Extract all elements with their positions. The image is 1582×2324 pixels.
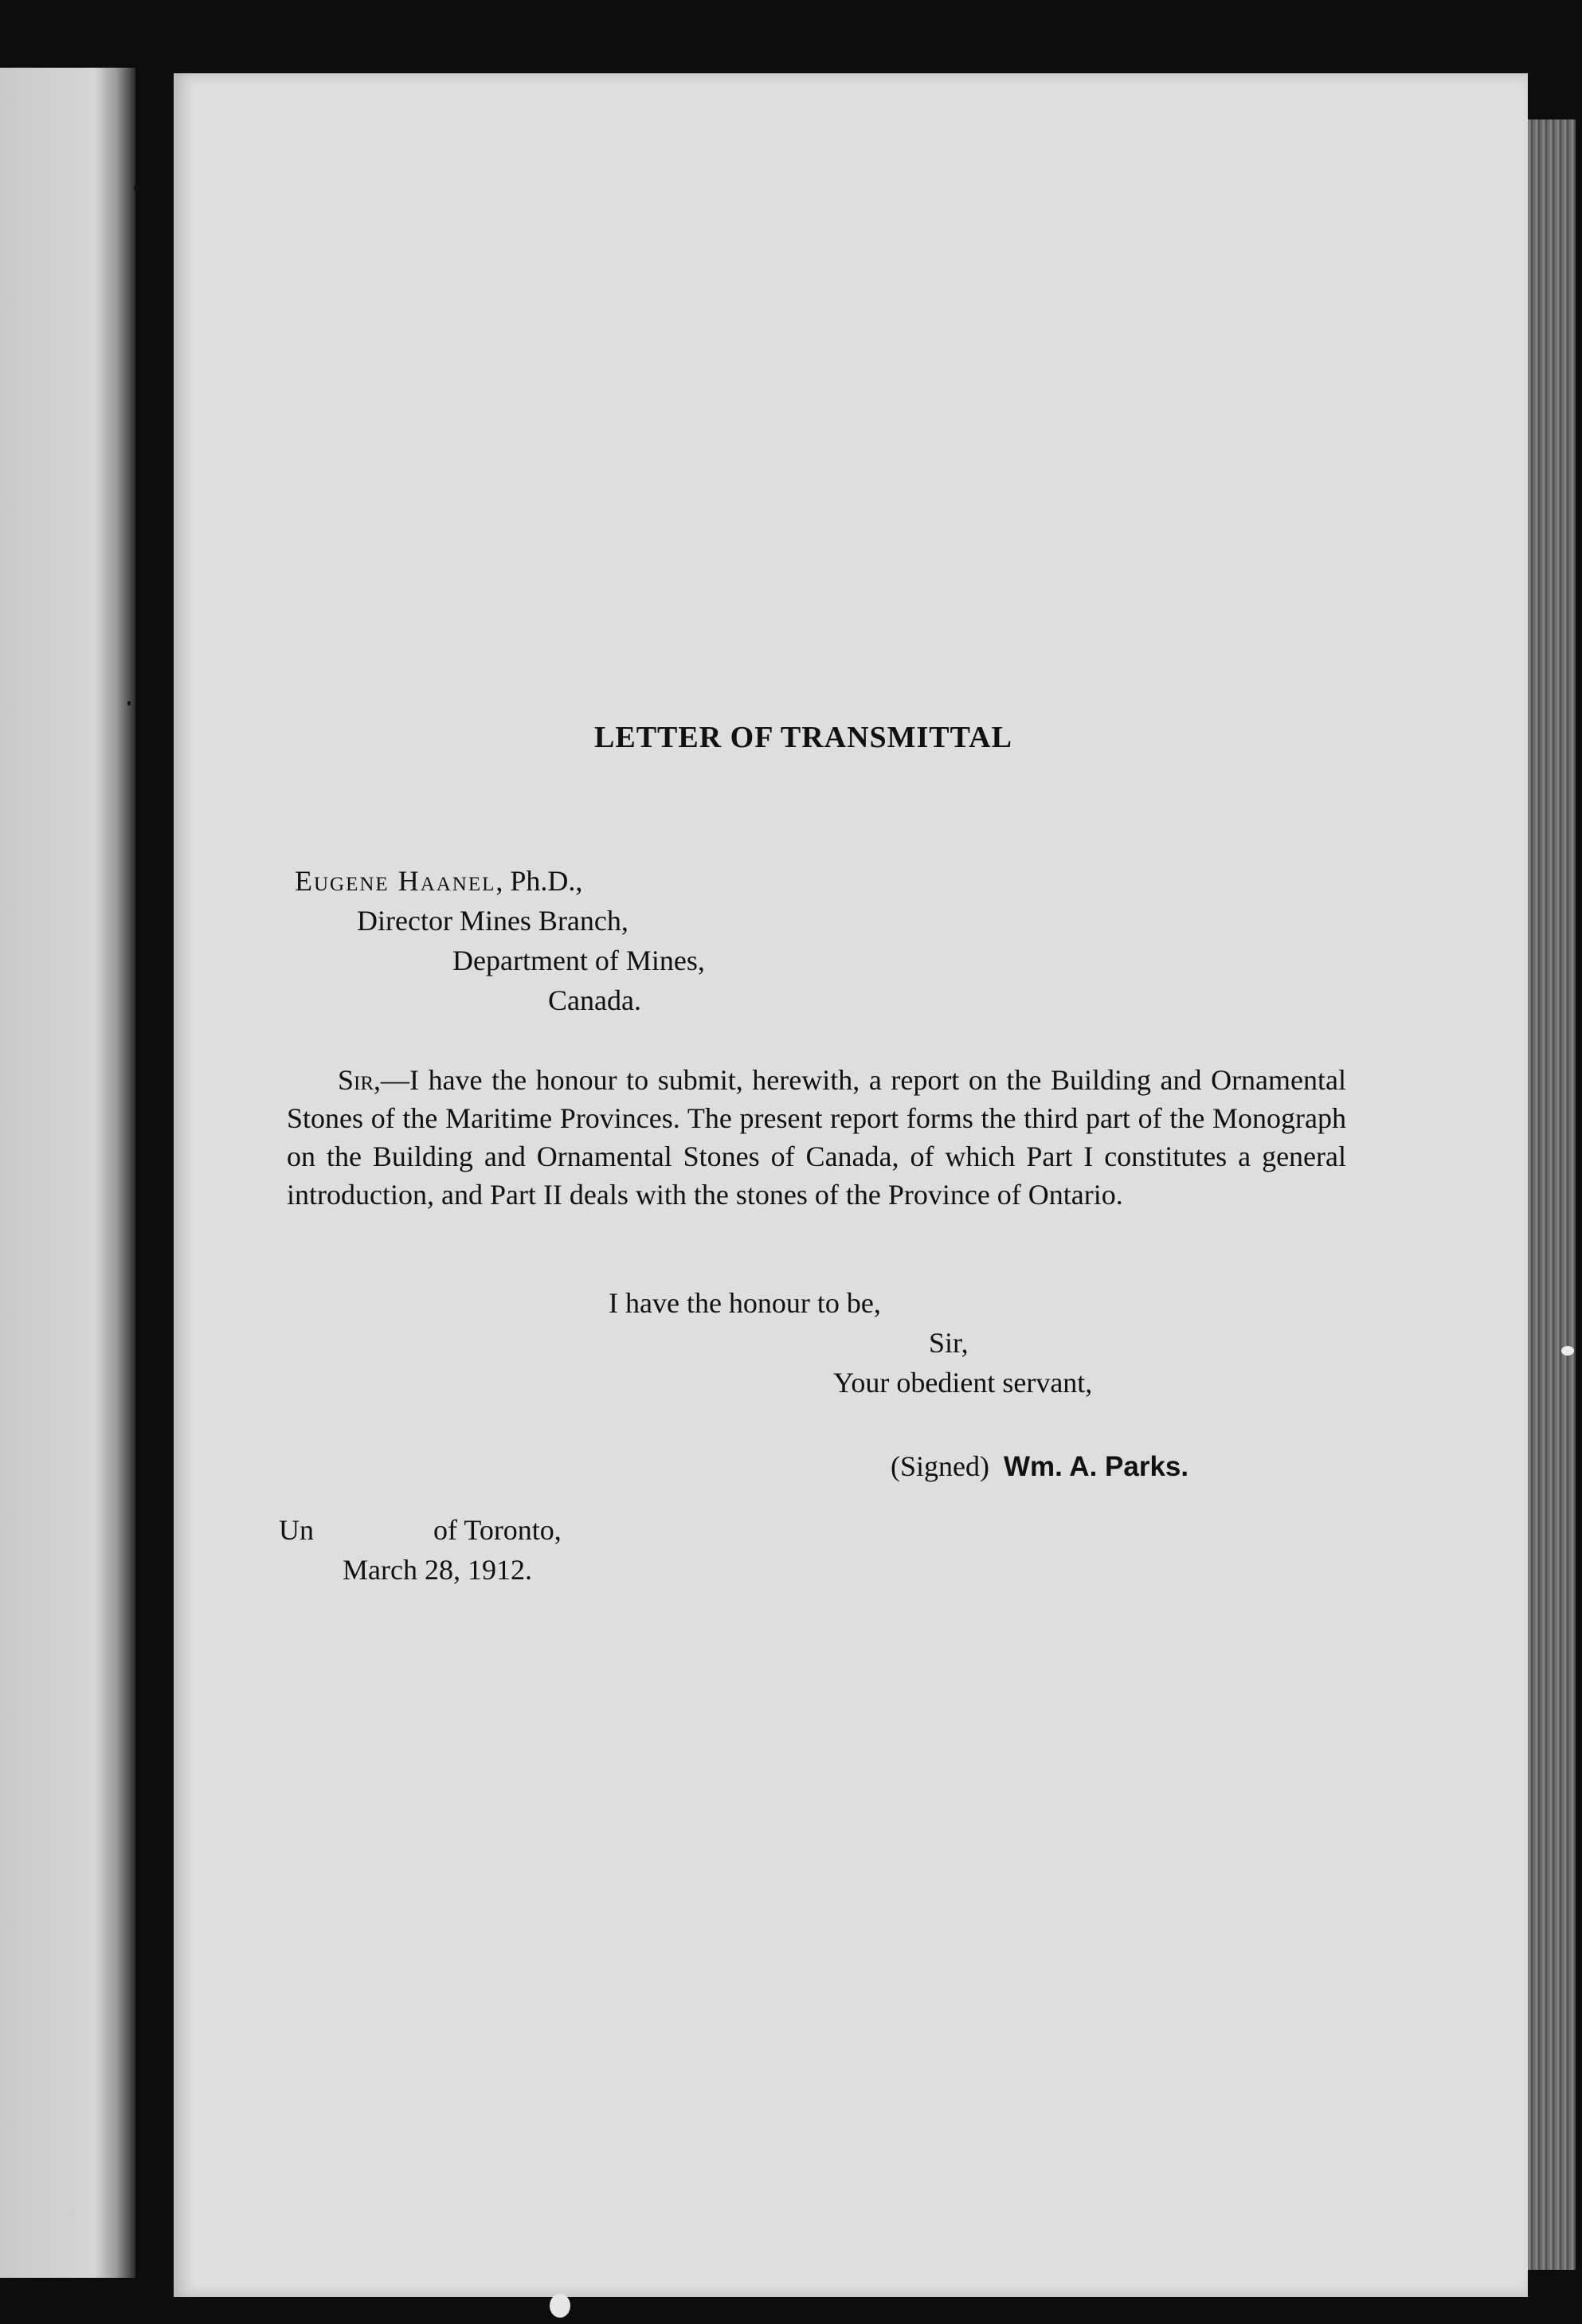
recipient-name: Eugene Haanel [295, 865, 496, 897]
closing-line-1: I have the honour to be, [609, 1287, 881, 1319]
place-line-1 [279, 1511, 562, 1549]
closing-line-3: Your obedient servant, [833, 1367, 1093, 1399]
left-page-edge [0, 68, 135, 2278]
signature-name: Wm. A. Parks. [1003, 1451, 1189, 1482]
scan-speck [127, 701, 131, 706]
recipient-title: Director Mines Branch, [357, 905, 628, 937]
salutation: Sir [338, 1064, 374, 1096]
letter-page [174, 73, 1528, 2297]
body-text: ,—I have the honour to submit, herewith, a report on the Building and Ornamental Stones of the Maritime Provinces. The present report forms the third part of the Monograph on the Building and Ornamental Stones of Canada, of which Part I constitutes a general introduction, and Part II deals with the stones of the Province of Ontario. [287, 1064, 1346, 1211]
right-page-stack-edge [1520, 119, 1576, 2270]
place-university-fragment: Un [279, 1514, 314, 1546]
letter-body-paragraph [287, 1061, 1346, 1214]
scan-speck [134, 185, 139, 191]
recipient-department: Department of Mines, [452, 945, 705, 976]
scan-speck [550, 2294, 570, 2318]
recipient-country: Canada. [548, 984, 641, 1016]
scan-speck [68, 2210, 76, 2218]
scan-speck [1561, 1346, 1574, 1356]
signature-prefix: (Signed) [891, 1450, 989, 1482]
letter-heading: LETTER OF TRANSMITTAL [594, 721, 1012, 754]
recipient-degree: , Ph.D., [495, 865, 583, 897]
closing-line-2: Sir, [929, 1327, 969, 1359]
place-date: March 28, 1912. [343, 1554, 532, 1586]
recipient-name-line [295, 862, 582, 900]
place-city: of Toronto, [433, 1514, 562, 1546]
signature-line [891, 1447, 1188, 1486]
